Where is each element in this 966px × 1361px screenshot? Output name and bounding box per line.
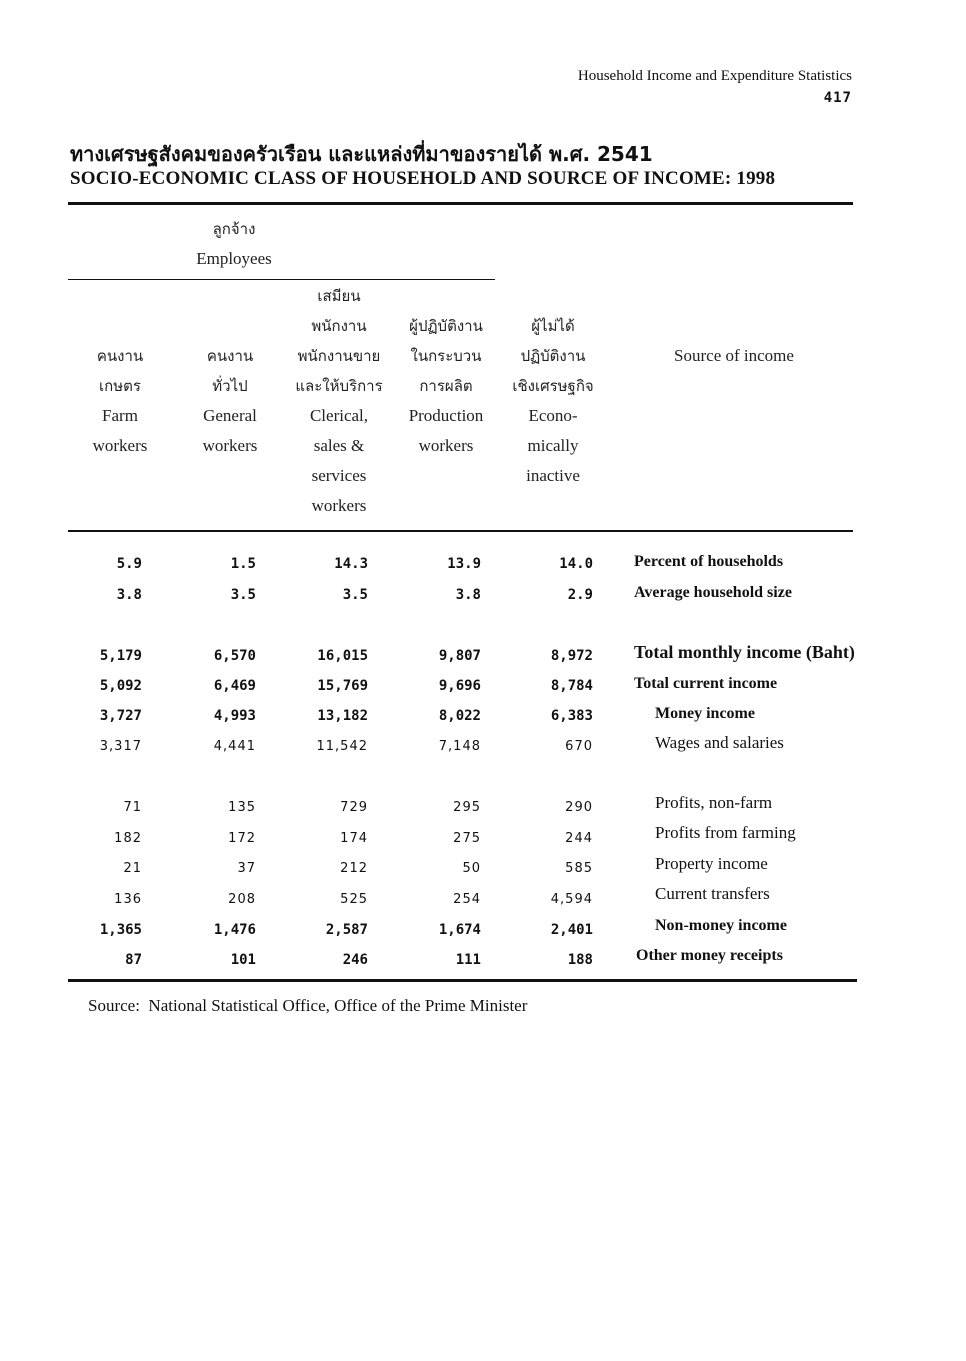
row-label: Wages and salaries	[655, 733, 784, 752]
col-en-line: workers	[418, 436, 474, 455]
cell-production: 295	[453, 800, 481, 815]
title-thai: ทางเศรษฐสังคมของครัวเรือน และแหล่งที่มาของรายได้ พ.ศ. 2541	[70, 142, 653, 166]
running-head: Household Income and Expenditure Statistics	[577, 68, 852, 84]
cell-general: 101	[230, 952, 256, 968]
row-label: Profits from farming	[655, 823, 796, 842]
group-header-employees	[175, 214, 293, 274]
col-th-line: คนงาน	[206, 347, 254, 365]
col-th-line: ผู้ไม่ได้	[531, 317, 575, 335]
col-en-line: inactive	[526, 466, 580, 485]
cell-inactive: 188	[567, 952, 593, 968]
row-label: Non-money income	[655, 917, 787, 934]
source-note: Source: National Statistical Office, Office of the Prime Minister	[88, 996, 528, 1015]
cell-general: 135	[228, 800, 256, 815]
column-header-source-of-income	[634, 341, 834, 371]
col-th-line: เกษตร	[99, 377, 141, 395]
row-label: Total current income	[634, 675, 778, 692]
cell-clerical: 525	[340, 892, 368, 907]
cell-inactive: 4,594	[550, 892, 593, 907]
col-th-line: เชิงเศรษฐกิจ	[512, 377, 594, 395]
cell-inactive: 585	[565, 861, 593, 876]
column-header-clerical-workers	[283, 281, 395, 521]
row-label: Other money receipts	[636, 947, 783, 964]
cell-clerical: 2,587	[325, 922, 368, 938]
column-header-economically-inactive	[503, 311, 603, 491]
header-bottom-rule	[68, 530, 853, 532]
row-label: Average household size	[634, 584, 792, 601]
cell-general: 37	[237, 861, 256, 876]
employees-group-rule	[68, 279, 495, 280]
cell-general: 1.5	[230, 556, 256, 572]
col-en-line: Production	[408, 406, 484, 425]
bottom-rule	[68, 979, 857, 982]
col-en-line: mically	[527, 436, 579, 455]
cell-farm: 3.8	[116, 587, 142, 603]
row-label: Current transfers	[655, 884, 770, 903]
cell-inactive: 8,972	[550, 648, 593, 664]
cell-farm: 5,179	[99, 648, 142, 664]
col-th-line: ปฏิบัติงาน	[520, 347, 586, 365]
col-th-line: ทั่วไป	[212, 377, 248, 395]
page-number: 417	[823, 90, 852, 106]
cell-inactive: 14.0	[559, 556, 593, 572]
cell-production: 111	[455, 952, 481, 968]
cell-farm: 182	[114, 831, 142, 846]
cell-clerical: 11,542	[316, 739, 368, 754]
cell-inactive: 2,401	[550, 922, 593, 938]
cell-inactive: 244	[565, 831, 593, 846]
cell-farm: 71	[123, 800, 142, 815]
cell-farm: 5,092	[99, 678, 142, 694]
column-header-production-workers	[396, 311, 496, 461]
column-header-farm-workers	[70, 341, 170, 461]
title-english: SOCIO-ECONOMIC CLASS OF HOUSEHOLD AND SOURCE OF INCOME: 1998	[70, 168, 776, 189]
row-label: Property income	[655, 854, 768, 873]
cell-production: 50	[462, 861, 481, 876]
cell-clerical: 246	[342, 952, 368, 968]
cell-production: 9,696	[438, 678, 481, 694]
cell-inactive: 2.9	[567, 587, 593, 603]
cell-clerical: 15,769	[317, 678, 368, 694]
cell-general: 1,476	[213, 922, 256, 938]
cell-production: 275	[453, 831, 481, 846]
col-en-line: services	[311, 466, 367, 485]
top-rule	[68, 202, 853, 205]
col-en-line: workers	[202, 436, 258, 455]
cell-inactive: 6,383	[550, 708, 593, 724]
col-th-line: การผลิต	[419, 377, 473, 395]
cell-clerical: 729	[340, 800, 368, 815]
cell-general: 6,570	[213, 648, 256, 664]
source-of-income-label: Source of income	[674, 346, 794, 365]
cell-general: 4,993	[213, 708, 256, 724]
cell-production: 8,022	[438, 708, 481, 724]
row-label: Total monthly income (Baht)	[634, 642, 855, 662]
cell-farm: 3,727	[99, 708, 142, 724]
cell-clerical: 212	[340, 861, 368, 876]
col-en-line: Clerical,	[309, 406, 369, 425]
col-en-line: workers	[311, 496, 367, 515]
cell-general: 208	[228, 892, 256, 907]
col-th-line: ผู้ปฏิบัติงาน	[409, 317, 483, 335]
row-label: Money income	[655, 705, 755, 722]
column-header-general-workers	[180, 341, 280, 461]
col-th-line: พนักงาน	[311, 317, 367, 335]
cell-production: 3.8	[455, 587, 481, 603]
cell-clerical: 14.3	[334, 556, 368, 572]
cell-clerical: 13,182	[317, 708, 368, 724]
cell-general: 172	[228, 831, 256, 846]
cell-clerical: 16,015	[317, 648, 368, 664]
cell-farm: 1,365	[99, 922, 142, 938]
cell-farm: 3,317	[99, 739, 142, 754]
cell-clerical: 174	[340, 831, 368, 846]
col-en-line: Econo-	[528, 406, 578, 425]
cell-farm: 5.9	[116, 556, 142, 572]
cell-inactive: 8,784	[550, 678, 593, 694]
cell-inactive: 670	[565, 739, 593, 754]
cell-production: 13.9	[447, 556, 481, 572]
row-label: Percent of households	[634, 553, 784, 570]
cell-clerical: 3.5	[342, 587, 368, 603]
col-en-line: workers	[92, 436, 148, 455]
col-th-line: เสมียน	[317, 287, 361, 305]
cell-farm: 136	[114, 892, 142, 907]
col-en-line: Farm	[102, 406, 138, 425]
col-th-line: พนักงานขาย	[297, 347, 381, 365]
cell-production: 254	[453, 892, 481, 907]
col-th-line: และให้บริการ	[295, 377, 383, 395]
col-en-line: sales &	[313, 436, 365, 455]
group-header-english: Employees	[196, 249, 272, 268]
col-th-line: ในกระบวน	[410, 347, 482, 365]
row-label: Profits, non-farm	[655, 793, 773, 812]
cell-production: 9,807	[438, 648, 481, 664]
cell-farm: 87	[125, 952, 142, 968]
group-header-thai: ลูกจ้าง	[212, 220, 256, 238]
cell-production: 1,674	[438, 922, 481, 938]
col-th-line: คนงาน	[96, 347, 144, 365]
cell-general: 6,469	[213, 678, 256, 694]
cell-inactive: 290	[565, 800, 593, 815]
col-en-line: General	[203, 406, 257, 425]
cell-general: 3.5	[230, 587, 256, 603]
cell-farm: 21	[123, 861, 142, 876]
cell-general: 4,441	[213, 739, 256, 754]
cell-production: 7,148	[438, 739, 481, 754]
